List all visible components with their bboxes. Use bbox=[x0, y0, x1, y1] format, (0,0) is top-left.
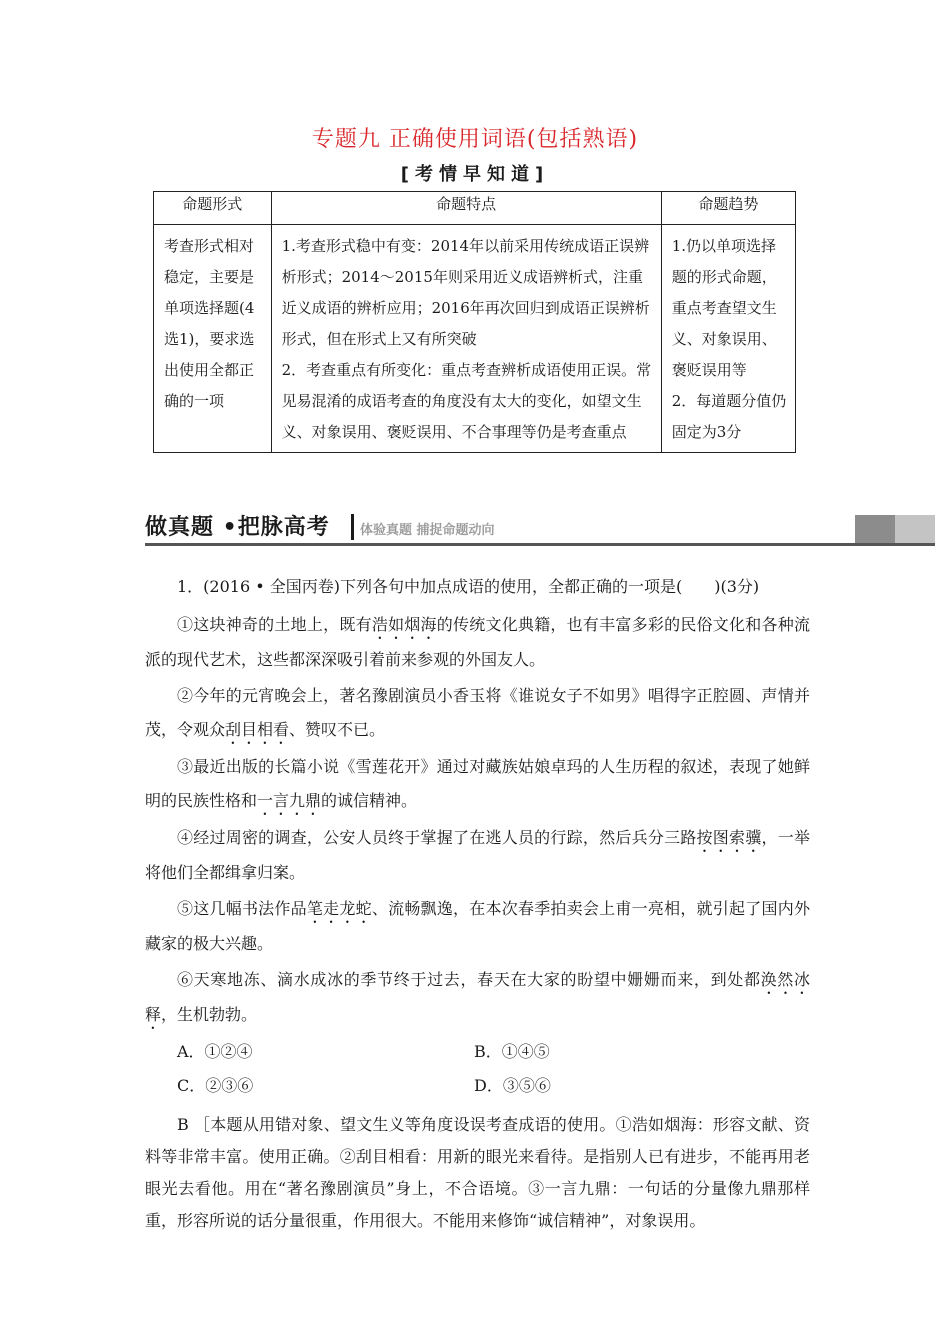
trend-item-1: 1.仍以单项选择题的形式命题，重点考查望文生义、对象误用、褒贬误用等 bbox=[671, 237, 777, 379]
sentence-2: ②今年的元宵晚会上，著名豫剧演员小香玉将《谁说女子不如男》唱得字正腔圆、声情并茂，令观众刮目相看、赞叹不已。 bbox=[145, 686, 810, 739]
option-d: D．③⑤⑥ bbox=[474, 1076, 551, 1095]
feature-item-2: 2．考查重点有所变化：重点考查辨析成语使用正误。常见易混淆的成语考查的角度没有太大的变化，如望文生义、对象误用、褒贬误用、不合事理等仍是考查重点 bbox=[281, 361, 652, 441]
sentence-6: ⑥天寒地冻、滴水成冰的季节终于过去，春天在大家的盼望中姗姗而来，到处都涣然冰释，生机勃勃。 bbox=[145, 970, 810, 1024]
section-rule bbox=[145, 543, 935, 546]
section-subtitle: 体验真题 捕捉命题动向 bbox=[360, 523, 495, 538]
idiom-4: 按图索骥 bbox=[696, 828, 762, 847]
header-block-dark bbox=[855, 515, 895, 543]
options-row-2 bbox=[177, 1069, 810, 1103]
idiom-3: 一言九鼎 bbox=[257, 791, 322, 810]
section-header bbox=[145, 510, 935, 546]
trend-item-2: 2．每道题分值仍固定为3分 bbox=[671, 392, 787, 441]
sentence-5: ⑤这几幅书法作品笔走龙蛇、流畅飘逸，在本次春季拍卖会上甫一亮相，就引起了国内外藏家的极大兴趣。 bbox=[145, 899, 810, 953]
sentence-4: ④经过周密的调查，公安人员终于掌握了在逃人员的行踪，然后兵分三路按图索骥，一举将他们全都缉拿归案。 bbox=[145, 828, 810, 882]
section-banner: [考情早知道] bbox=[400, 164, 550, 185]
idiom-6: 涣然冰释 bbox=[145, 970, 810, 1024]
answer-explanation: B ［本题从用错对象、望文生义等角度设误考查成语的使用。①浩如烟海：形容文献、资料等非常丰富。使用正确。②刮目相看：用新的眼光来看待。是指别人已有进步，不能再用老眼光去看他。用在“著名豫剧演员”身上，不合语境。③一言九鼎：一句话的分量像九鼎那样重，形容所说的话分量很重，作用很大。不能用来修饰“诚信精神”，对象误用。 bbox=[145, 1115, 810, 1230]
section-divider bbox=[351, 514, 354, 540]
option-b: B．①④⑤ bbox=[474, 1042, 550, 1061]
table-row bbox=[154, 225, 796, 453]
option-c: C．②③⑥ bbox=[177, 1076, 254, 1095]
header-trend: 命题趋势 bbox=[661, 192, 795, 225]
sentence-3: ③最近出版的长篇小说《雪莲花开》通过对藏族姑娘卓玛的人生历程的叙述，表现了她鲜明的民族性格和一言九鼎的诚信精神。 bbox=[145, 757, 810, 810]
idiom-2: 刮目相看 bbox=[225, 720, 290, 739]
options-row-1 bbox=[177, 1035, 810, 1069]
sentence-1: ①这块神奇的土地上，既有浩如烟海的传统文化典籍，也有丰富多彩的民俗文化和各种流派的现代艺术，这些都深深吸引着前来参观的外国友人。 bbox=[145, 615, 810, 669]
idiom-5: 笔走龙蛇 bbox=[306, 899, 372, 918]
option-a: A．①②④ bbox=[177, 1042, 253, 1061]
idiom-1: 浩如烟海 bbox=[371, 615, 437, 634]
page-title: 专题九 正确使用词语(包括熟语) bbox=[311, 127, 639, 152]
cell-form: 考查形式相对稳定，主要是单项选择题(4选1)，要求选出使用全都正确的一项 bbox=[154, 225, 272, 453]
question-block bbox=[145, 570, 810, 1237]
cell-trend bbox=[661, 225, 795, 453]
cell-feature bbox=[271, 225, 661, 453]
exam-overview-table bbox=[153, 191, 796, 453]
question-stem: 1．(2016 • 全国丙卷)下列各句中加点成语的使用，全都正确的一项是( )(3分) bbox=[177, 577, 760, 596]
header-form: 命题形式 bbox=[154, 192, 272, 225]
feature-item-1: 1.考查形式稳中有变：2014年以前采用传统成语正误辨析形式；2014～2015年则采用近义成语辨析式，注重近义成语的辨析应用；2016年再次回归到成语正误辨析形式，但在形式上又有所突破 bbox=[281, 237, 650, 348]
header-feature: 命题特点 bbox=[271, 192, 661, 225]
header-block-light bbox=[895, 515, 935, 543]
table-header-row bbox=[154, 192, 796, 225]
section-title: 做真题 •把脉高考 bbox=[145, 515, 330, 540]
